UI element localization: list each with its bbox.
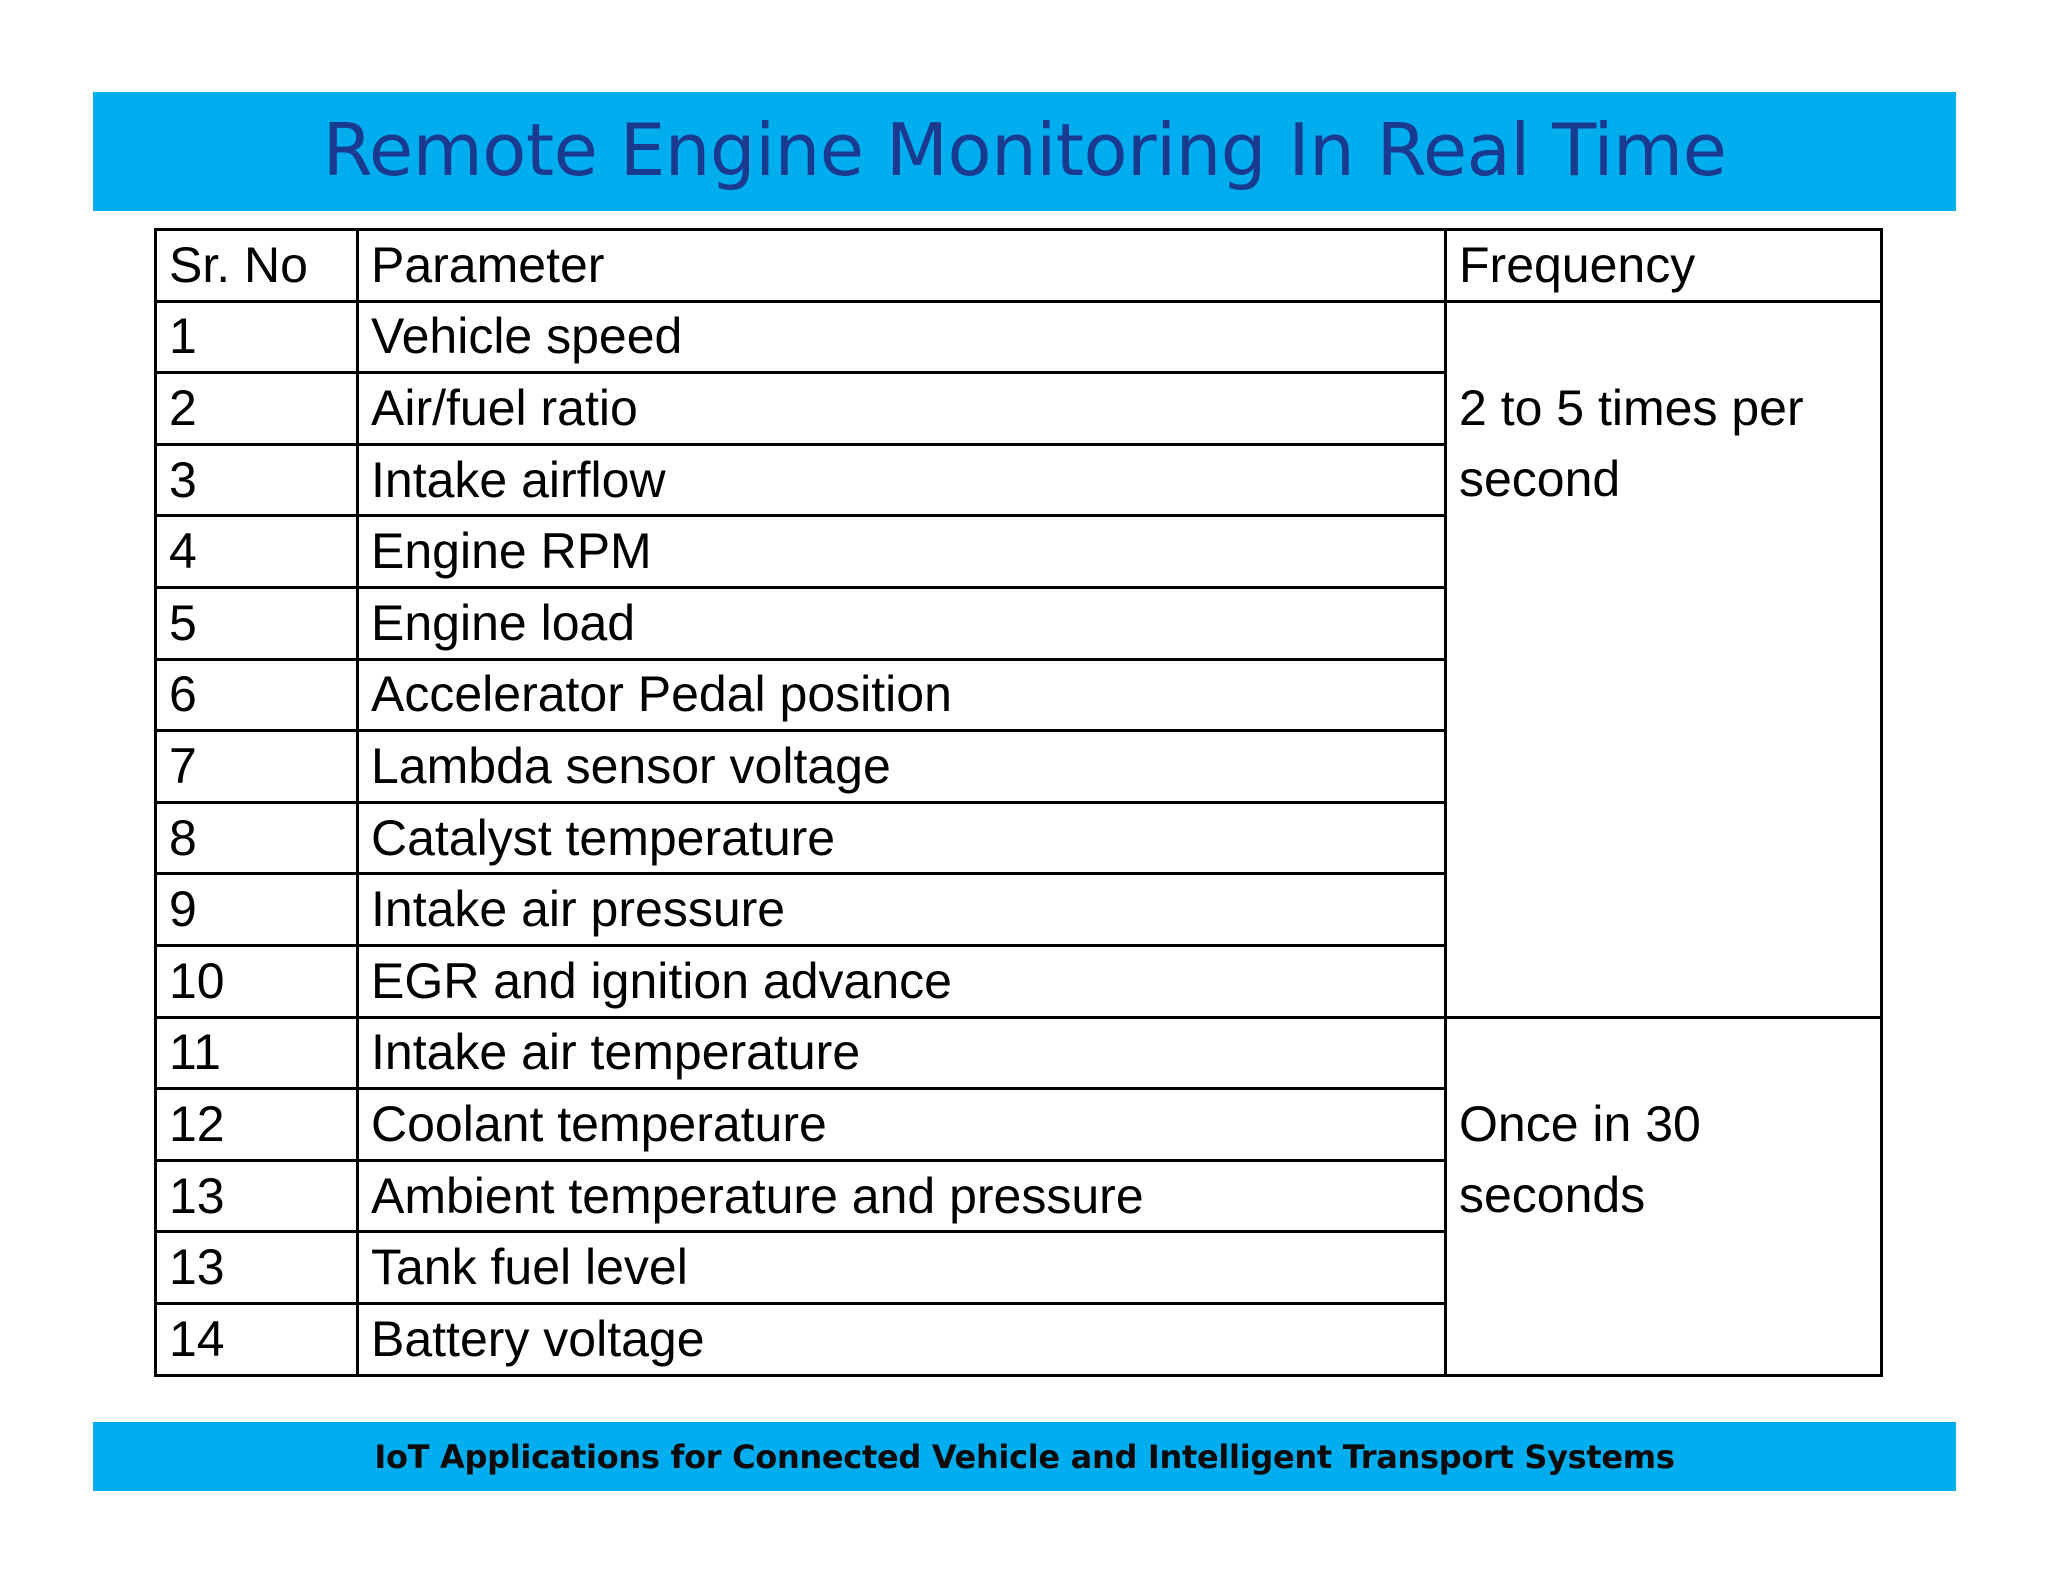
sr-cell: 3 — [156, 444, 358, 516]
frequency-cell-group-1 — [1446, 301, 1882, 1017]
parameter-cell: Intake air temperature — [358, 1017, 1446, 1089]
sr-cell: 13 — [156, 1160, 358, 1232]
table-header-row — [156, 230, 1882, 302]
parameter-cell: Intake airflow — [358, 444, 1446, 516]
table-row — [156, 1017, 1882, 1089]
footer-banner — [93, 1422, 1956, 1491]
header-frequency: Frequency — [1446, 230, 1882, 302]
page-title: Remote Engine Monitoring In Real Time — [322, 107, 1727, 192]
parameter-cell: Engine RPM — [358, 516, 1446, 588]
sr-cell: 7 — [156, 731, 358, 803]
header-parameter: Parameter — [358, 230, 1446, 302]
parameter-cell: Lambda sensor voltage — [358, 731, 1446, 803]
frequency-cell-group-2 — [1446, 1017, 1882, 1375]
parameters-table-container — [154, 228, 1880, 1374]
sr-cell: 1 — [156, 301, 358, 373]
header-sr-no: Sr. No — [156, 230, 358, 302]
sr-cell: 14 — [156, 1303, 358, 1375]
sr-cell: 6 — [156, 659, 358, 731]
sr-cell: 13 — [156, 1232, 358, 1304]
parameter-cell: Engine load — [358, 587, 1446, 659]
sr-cell: 10 — [156, 945, 358, 1017]
parameter-cell: Battery voltage — [358, 1303, 1446, 1375]
frequency-label: Once in 30 seconds — [1459, 1095, 1701, 1224]
parameter-cell: Coolant temperature — [358, 1089, 1446, 1161]
parameter-cell: EGR and ignition advance — [358, 945, 1446, 1017]
parameter-cell: Air/fuel ratio — [358, 373, 1446, 445]
sr-cell: 11 — [156, 1017, 358, 1089]
parameter-cell: Catalyst temperature — [358, 802, 1446, 874]
sr-cell: 9 — [156, 874, 358, 946]
sr-cell: 12 — [156, 1089, 358, 1161]
parameter-cell: Intake air pressure — [358, 874, 1446, 946]
parameter-cell: Accelerator Pedal position — [358, 659, 1446, 731]
table-row — [156, 301, 1882, 373]
parameters-table — [154, 228, 1883, 1377]
frequency-label: 2 to 5 times per second — [1459, 379, 1804, 508]
sr-cell: 5 — [156, 587, 358, 659]
footer-text: IoT Applications for Connected Vehicle and Intelligent Transport Systems — [374, 1437, 1675, 1476]
sr-cell: 2 — [156, 373, 358, 445]
title-banner — [93, 92, 1956, 211]
sr-cell: 8 — [156, 802, 358, 874]
parameter-cell: Tank fuel level — [358, 1232, 1446, 1304]
parameter-cell: Vehicle speed — [358, 301, 1446, 373]
sr-cell: 4 — [156, 516, 358, 588]
parameter-cell: Ambient temperature and pressure — [358, 1160, 1446, 1232]
